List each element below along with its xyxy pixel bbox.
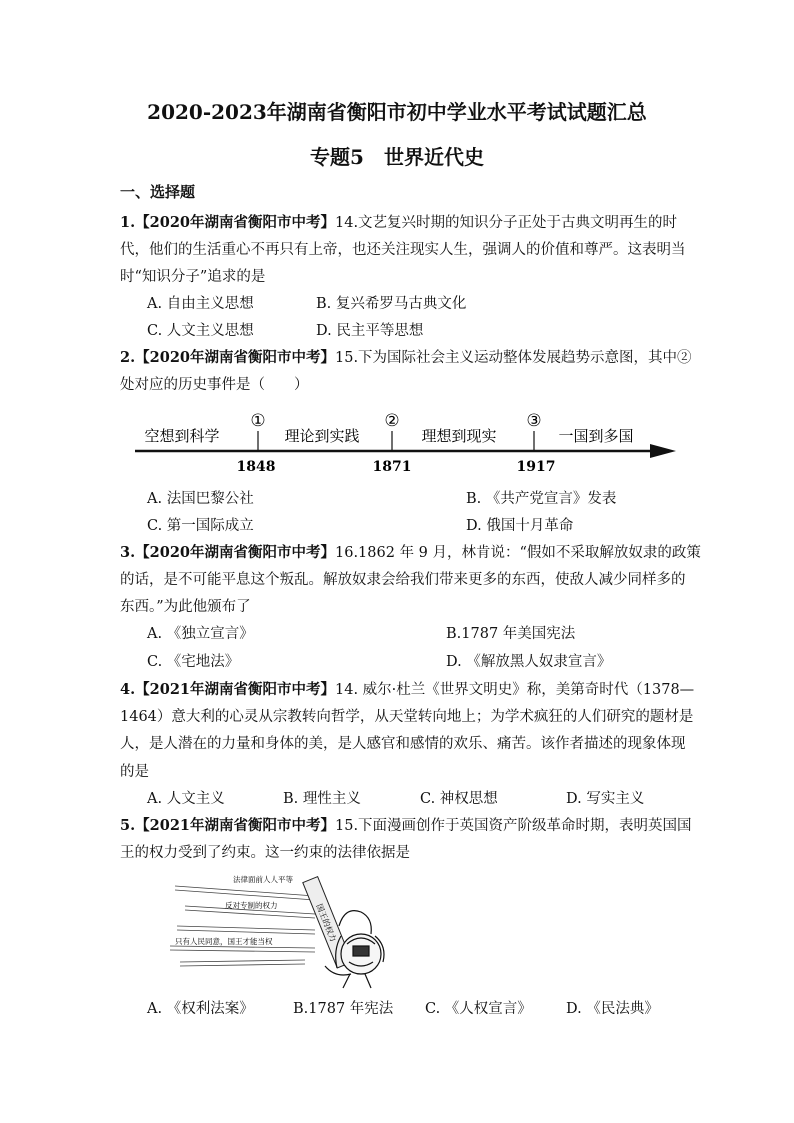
- marker-label: ③: [526, 411, 542, 431]
- option-b: B.1787 年宪法: [293, 1001, 394, 1017]
- question-number: 3.: [120, 544, 136, 561]
- year-label: 1871: [372, 459, 412, 475]
- option-d: D. 《民法典》: [566, 1001, 659, 1017]
- cartoon-caption: 反对专制的权力: [225, 901, 278, 910]
- question-1-line-3: 时“知识分子”追求的是: [120, 269, 266, 285]
- question-text: 14. 威尔·杜兰《世界文明史》称，美第奇时代（1378—: [335, 682, 695, 698]
- option-c: C. 《宅地法》: [147, 654, 240, 670]
- signboard-text: 国王的权力: [314, 902, 338, 944]
- option-d: D. 民主平等思想: [316, 323, 424, 339]
- question-source-tag: 【2020年湖南省衡阳市中考】: [135, 214, 335, 231]
- option-b: B. 复兴希罗马古典文化: [316, 296, 467, 312]
- question-4-line-1: [120, 678, 694, 699]
- phase-label: 空想到科学: [144, 427, 220, 445]
- marker-label: ①: [250, 411, 266, 431]
- question-4-line-2: 1464）意大利的心灵从宗教转向哲学，从天堂转向地上；为学术疯狂的人们研究的题材是: [120, 709, 694, 725]
- question-number: 5.: [120, 817, 136, 834]
- marker-label: ②: [384, 411, 400, 431]
- question-1-line-1: [120, 211, 677, 232]
- option-a: A. 法国巴黎公社: [147, 491, 254, 507]
- option-a: A. 《独立宣言》: [147, 626, 254, 642]
- phase-label: 理论到实践: [284, 427, 360, 445]
- question-1-line-2: 代，他们的生活重心不再只有上帝，也还关注现实人生，强调人的价值和尊严。这表明当: [120, 242, 686, 258]
- option-b: B. 理性主义: [283, 791, 361, 807]
- question-source-tag: 【2020年湖南省衡阳市中考】: [135, 349, 335, 366]
- phase-label: 理想到现实: [421, 427, 497, 445]
- question-number: 2.: [120, 349, 136, 366]
- option-c: C. 《人权宣言》: [425, 1001, 532, 1017]
- question-text: 14.文艺复兴时期的知识分子正处于古典文明再生的时: [335, 215, 678, 231]
- option-c: C. 人文主义思想: [147, 323, 254, 339]
- question-text: 15.下面漫画创作于英国资产阶级革命时期，表明英国国: [335, 818, 692, 834]
- year-label: 1917: [516, 459, 556, 475]
- option-c: C. 神权思想: [420, 791, 498, 807]
- option-a: A. 自由主义思想: [147, 296, 254, 312]
- question-4-line-4: 的是: [120, 764, 149, 780]
- option-b: B. 《共产党宣言》发表: [466, 491, 617, 507]
- document-subtitle: 专题5 世界近代史: [310, 145, 484, 169]
- question-text: 16.1862 年 9 月，林肯说：“假如不采取解放奴隶的政策: [335, 545, 701, 561]
- option-a: A. 《权利法案》: [147, 1001, 254, 1017]
- timeline-diagram: [130, 405, 680, 480]
- option-b: B.1787 年美国宪法: [446, 626, 576, 642]
- question-5-line-1: [120, 814, 692, 835]
- question-source-tag: 【2021年湖南省衡阳市中考】: [135, 681, 335, 698]
- arrow-rays: [170, 886, 315, 966]
- question-source-tag: 【2020年湖南省衡阳市中考】: [135, 544, 335, 561]
- document-title: 2020-2023年湖南省衡阳市初中学业水平考试试题汇总: [147, 100, 647, 124]
- phase-label: 一国到多国: [558, 427, 634, 445]
- year-label: 1848: [236, 459, 276, 475]
- question-text: 15.下为国际社会主义运动整体发展趋势示意图，其中②: [335, 350, 692, 366]
- question-3-line-1: [120, 541, 701, 562]
- option-c: C. 第一国际成立: [147, 518, 254, 534]
- cartoon-caption: 只有人民同意，国王才能当权: [175, 937, 273, 946]
- question-4-line-3: 人，是人潜在的力量和身体的美，是人感官和感情的欢乐、痛苦。该作者描述的现象体现: [120, 736, 686, 752]
- question-source-tag: 【2021年湖南省衡阳市中考】: [135, 817, 335, 834]
- arrow-head-icon: [650, 444, 676, 458]
- option-d: D. 《解放黑人奴隶宣言》: [446, 654, 612, 670]
- question-number: 1.: [120, 214, 136, 231]
- question-number: 4.: [120, 681, 136, 698]
- question-2-line-1: [120, 346, 692, 367]
- question-3-line-3: 东西。”为此他颁布了: [120, 599, 251, 615]
- question-5-line-2: 王的权力受到了约束。这一约束的法律依据是: [120, 845, 410, 861]
- option-d: D. 俄国十月革命: [466, 518, 574, 534]
- option-a: A. 人文主义: [147, 791, 225, 807]
- cartoon-illustration: [165, 866, 405, 991]
- section-heading: 一、选择题: [120, 183, 196, 201]
- question-3-line-2: 的话，是不可能平息这个叛乱。解放奴隶会给我们带来更多的东西，使敌人减少同样多的: [120, 572, 686, 588]
- question-2-line-2: 处对应的历史事件是（ ）: [120, 377, 309, 393]
- cartoon-caption: 法律面前人人平等: [233, 875, 293, 884]
- option-d: D. 写实主义: [566, 791, 645, 807]
